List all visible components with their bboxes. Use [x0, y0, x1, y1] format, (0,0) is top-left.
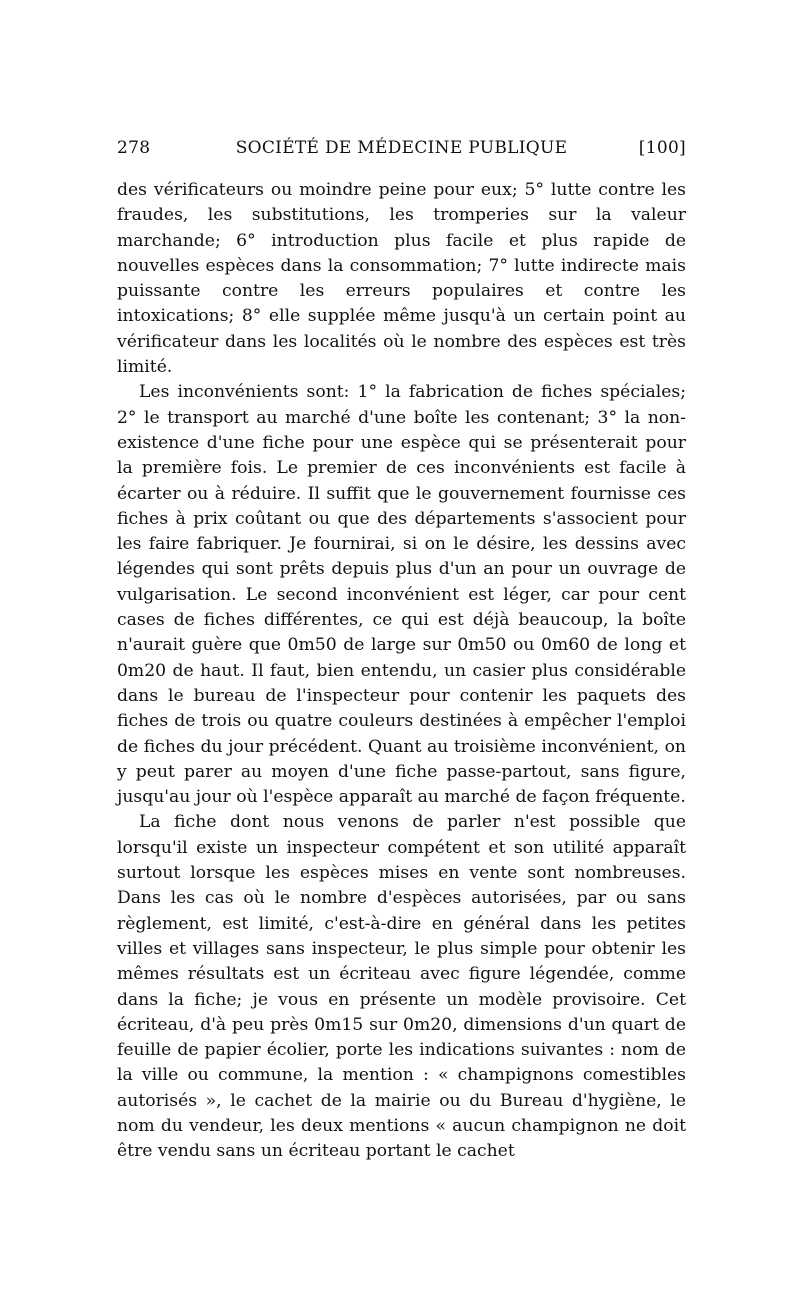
- page-number: 278: [117, 138, 151, 158]
- paragraph-inconvenients: Les inconvénients sont: 1° la fabrication de fiches spéciales; 2° le transport au marché d'une boîte les contenant; 3° la non-existence d'une fiche pour une espèce qui se présenterait pour la première fois. Le premier de ces inconvénients est facile à écarter ou à réduire. Il suffit que le gouvernement fournisse ces fiches à prix coûtant ou que des départements s'associent pour les faire fabriquer. Je fournirai, si on le désire, les dessins avec légendes qui sont prêts depuis plus d'un an pour un ouvrage de vulgarisation. Le second inconvénient est léger, car pour cent cases de fiches différentes, ce qui est déjà beaucoup, la boîte n'aurait guère que 0m50 de large sur 0m50 ou 0m60 de long et 0m20 de haut. Il faut, bien entendu, un casier plus considérable dans le bureau de l'inspecteur pour contenir les paquets des fiches de trois ou quatre couleurs destinées à empêcher l'emploi de fiches du jour précédent. Quant au troisième inconvénient, on y peut parer au moyen d'une fiche passe-partout, sans figure, jusqu'au jour où l'espèce apparaît au marché de façon fréquente.: [117, 382, 686, 808]
- running-title: SOCIÉTÉ DE MÉDECINE PUBLIQUE: [235, 138, 568, 158]
- section-number: [100]: [638, 138, 686, 158]
- body-text: [117, 178, 686, 1165]
- book-page: [117, 138, 686, 1165]
- paragraph-fiche: La fiche dont nous venons de parler n'est possible que lorsqu'il existe un inspecteur compétent et son utilité apparaît surtout lorsque les espèces mises en vente sont nombreuses. Dans les cas où le nombre d'espèces autorisées, par ou sans règlement, est limité, c'est-à-dire en général dans les petites villes et villages sans inspecteur, le plus simple pour obtenir les mêmes résultats est un écriteau avec figure légendée, comme dans la fiche; je vous en présente un modèle provisoire. Cet écriteau, d'à peu près 0m15 sur 0m20, dimensions d'un quart de feuille de papier écolier, porte les indications suivantes : nom de la ville ou commune, la mention : « champignons comestibles autorisés », le cachet de la mairie ou du Bureau d'hygiène, le nom du vendeur, les deux mentions « aucun champignon ne doit être vendu sans un écriteau portant le cachet: [117, 812, 686, 1162]
- paragraph-continued: des vérificateurs ou moindre peine pour eux; 5° lutte contre les fraudes, les substitutions, les tromperies sur la valeur marchande; 6° introduction plus facile et plus rapide de nouvelles espèces dans la consommation; 7° lutte indirecte mais puissante contre les erreurs populaires et contre les intoxications; 8° elle supplée même jusqu'à un certain point au vérificateur dans les localités où le nombre des espèces est très limité.: [117, 180, 686, 378]
- page-header: [117, 138, 686, 168]
